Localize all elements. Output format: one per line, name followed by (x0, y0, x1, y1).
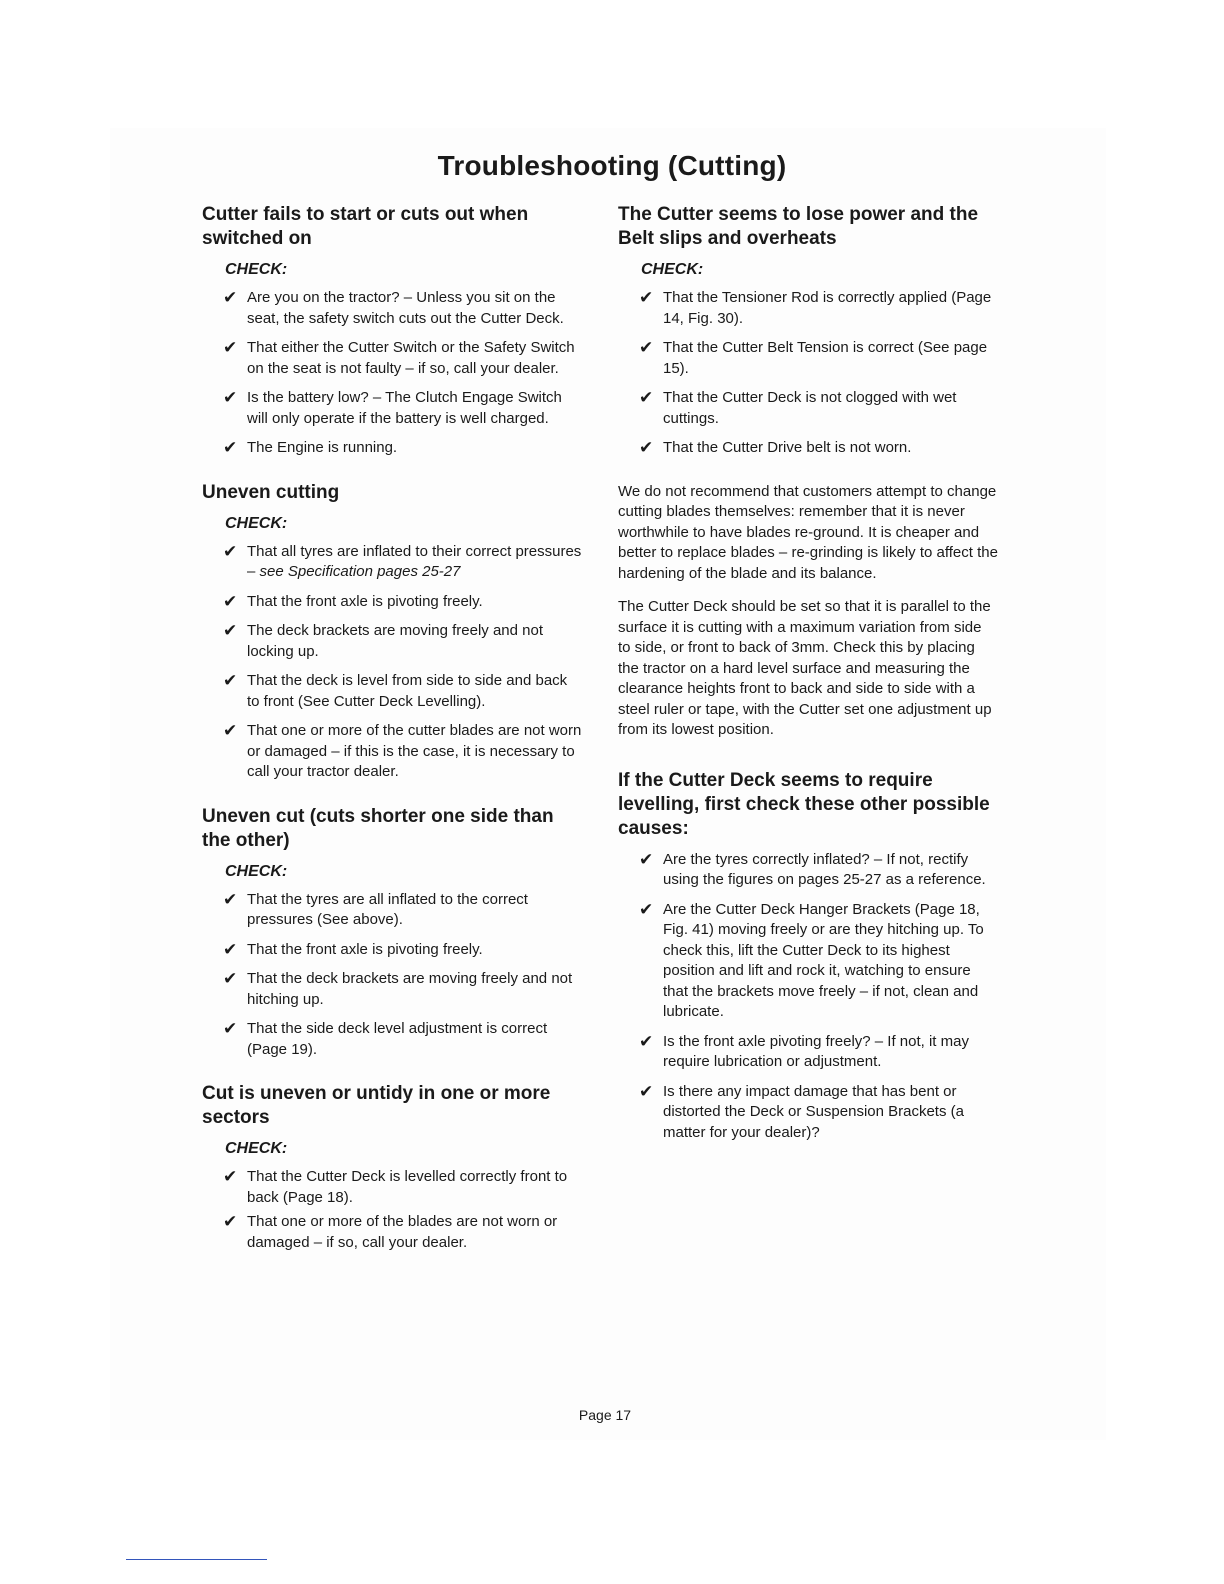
section-cutter-fails (202, 203, 582, 459)
section-power-loss (618, 203, 998, 459)
page-title: Troubleshooting (Cutting) (437, 150, 787, 181)
section-uneven-cut (202, 805, 582, 1061)
checkmark-icon: ✔ (639, 1081, 654, 1101)
list-item: ✔ Are you on the tractor? – Unless you sit on the seat, the safety switch cuts out the Cutter Deck. (223, 288, 564, 327)
checkmark-icon: ✔ (223, 591, 238, 611)
list-item: ✔ That the Cutter Belt Tension is correct (See page 15). (639, 338, 988, 377)
footer-divider (126, 1559, 267, 1560)
section-heading: The Cutter seems to lose power and the Belt slips and overheats (618, 204, 979, 249)
list-item: ✔ Is the battery low? – The Clutch Engage Switch will only operate if the battery is well charged. (223, 388, 562, 427)
checkmark-icon: ✔ (639, 388, 654, 407)
section-heading: Cut is uneven or untidy in one or more sectors (202, 1083, 551, 1128)
list-item: ✔ That the deck is level from side to side and back to front (See Cutter Deck Levelling). (223, 671, 568, 710)
checkmark-icon: ✔ (223, 721, 238, 740)
checkmark-icon: ✔ (223, 939, 238, 959)
checkmark-icon: ✔ (223, 438, 238, 457)
check-label: CHECK: (225, 862, 288, 880)
checkmark-icon: ✔ (639, 338, 654, 357)
checkmark-icon: ✔ (223, 671, 238, 690)
checkmark-icon: ✔ (223, 388, 238, 407)
section-cut-untidy (202, 1082, 582, 1253)
list-item: ✔ That the front axle is pivoting freely. (223, 591, 483, 611)
check-label: CHECK: (225, 1140, 288, 1157)
checkmark-icon: ✔ (223, 541, 238, 561)
list-item: ✔ Is there any impact damage that has bent or distorted the Deck or Suspension Brackets (a matter for your dealer)? (639, 1081, 964, 1141)
list-item: ✔ The Engine is running. (223, 438, 398, 457)
list-item: ✔ That the Cutter Deck is not clogged with wet cuttings. (639, 388, 957, 427)
list-item: ✔ That the side deck level adjustment is correct (Page 19). (223, 1019, 548, 1058)
list-item: ✔ That either the Cutter Switch or the Safety Switch on the seat is not faulty – if so, call your dealer. (223, 338, 575, 377)
checkmark-icon: ✔ (639, 288, 654, 307)
list-item: ✔ Are the Cutter Deck Hanger Brackets (Page 18, Fig. 41) moving freely or are they hitching up. To check this, lift the Cutter Deck to its highest position and lift and rock it, watching to ensure that the brackets move freely – if not, clean and lubricate. (639, 899, 984, 1020)
page-number: Page 17 (578, 1407, 632, 1423)
checkmark-icon: ✔ (639, 438, 654, 457)
section-heading: Cutter fails to start or cuts out when switched on (202, 204, 529, 249)
checkmark-icon: ✔ (223, 621, 238, 640)
list-item: ✔ That the Cutter Drive belt is not worn. (639, 438, 912, 457)
checkmark-icon: ✔ (223, 1167, 238, 1186)
paragraph-blades: We do not recommend that customers attempt to change cutting blades themselves: remember that it is never worthwhile to have blades re-ground. It is cheaper and better to replace blades – re-grinding is likely to affect the hardening of the blade and its balance. (618, 482, 998, 582)
right-column (618, 203, 998, 1152)
check-label: CHECK: (225, 261, 288, 278)
checkmark-icon: ✔ (223, 288, 238, 307)
section-levelling-causes (618, 769, 998, 1144)
list-item: ✔ Is the front axle pivoting freely? – If not, it may require lubrication or adjustment. (639, 1031, 969, 1070)
checkmark-icon: ✔ (223, 1019, 238, 1038)
check-label: CHECK: (641, 261, 704, 278)
paragraph-deck-setting: The Cutter Deck should be set so that it is parallel to the surface it is cutting with a maximum variation from side to side, or front to back of 3mm. Check this by placing the tractor on a hard level surface and measuring the clearance heights front to back and side to side with a steel ruler or tape, with the Cutter set one adjustment up from its lowest position. (618, 598, 992, 738)
list-item: ✔ That the Tensioner Rod is correctly applied (Page 14, Fig. 30). (639, 288, 992, 327)
list-item: ✔ Are the tyres correctly inflated? – If not, rectify using the figures on pages 25-27 as a reference. (639, 849, 986, 888)
section-uneven-cutting (202, 481, 582, 783)
left-column (202, 203, 582, 1262)
list-item: ✔ That the tyres are all inflated to the correct pressures (See above). (223, 889, 528, 928)
section-heading: Uneven cut (cuts shorter one side than the other) (202, 805, 554, 851)
checkmark-icon: ✔ (223, 889, 238, 909)
spec-reference: see Specification pages 25-27 (259, 563, 461, 580)
checkmark-icon: ✔ (639, 849, 654, 869)
list-item: ✔ That the deck brackets are moving freely and not hitching up. (223, 969, 573, 1008)
check-label: CHECK: (225, 514, 288, 532)
section-heading: Uneven cutting (202, 481, 340, 503)
list-item: ✔ That all tyres are inflated to their correct pressures – see Specification pages 25-27 (223, 541, 582, 580)
list-item: ✔ That one or more of the cutter blades are not worn or damaged – if this is the case, it is necessary to call your tractor dealer. (223, 721, 582, 780)
checkmark-icon: ✔ (639, 1031, 654, 1051)
checkmark-icon: ✔ (639, 899, 654, 919)
checkmark-icon: ✔ (223, 969, 238, 988)
list-item: ✔ That one or more of the blades are not worn or damaged – if so, call your dealer. (223, 1212, 558, 1251)
checkmark-icon: ✔ (223, 1212, 238, 1231)
list-item: ✔ That the Cutter Deck is levelled correctly front to back (Page 18). (223, 1167, 568, 1206)
section-heading: If the Cutter Deck seems to require levelling, first check these other possible causes: (618, 769, 990, 839)
list-item: ✔ The deck brackets are moving freely and not locking up. (223, 621, 543, 660)
list-item: ✔ That the front axle is pivoting freely. (223, 939, 483, 959)
checkmark-icon: ✔ (223, 338, 238, 357)
